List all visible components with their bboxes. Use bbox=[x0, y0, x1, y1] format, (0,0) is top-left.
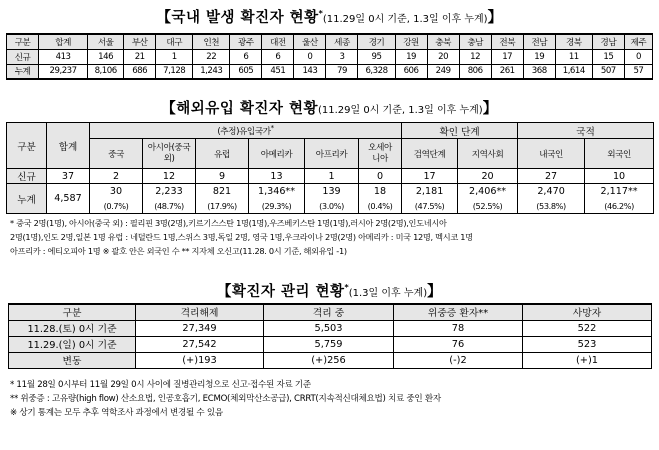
cell: 0 bbox=[359, 169, 402, 184]
header-cell: 전남 bbox=[523, 34, 555, 49]
header-cell: 경남 bbox=[592, 34, 624, 49]
percent-cell: (52.5%) bbox=[458, 199, 518, 214]
sub-header-cell: 아프리카 bbox=[305, 139, 359, 169]
sub-header-cell: 유럽 bbox=[196, 139, 249, 169]
cell: 3 bbox=[326, 49, 358, 64]
cell: (+)193 bbox=[136, 352, 264, 368]
header-total: 합계 bbox=[47, 123, 90, 169]
cell: 20 bbox=[458, 169, 518, 184]
overseas-sub-header bbox=[7, 139, 654, 169]
cell: 2 bbox=[90, 169, 143, 184]
header-confirm-group: 확인 단계 bbox=[402, 123, 518, 139]
cell: 76 bbox=[394, 336, 523, 352]
cell: (+)1 bbox=[523, 352, 652, 368]
overseas-table bbox=[6, 122, 654, 214]
header-cell: 전북 bbox=[491, 34, 523, 49]
cell: 19 bbox=[523, 49, 555, 64]
cell: 605 bbox=[230, 64, 262, 79]
cell: 1,614 bbox=[555, 64, 592, 79]
cell: 143 bbox=[294, 64, 326, 79]
cell: 30 bbox=[90, 184, 143, 199]
cell: 15 bbox=[592, 49, 624, 64]
cell: 18 bbox=[359, 184, 402, 199]
table-row bbox=[9, 352, 652, 368]
sub-header-cell: 내국인 bbox=[518, 139, 585, 169]
cell: 95 bbox=[358, 49, 395, 64]
cell: 12 bbox=[143, 169, 196, 184]
header-cell: 경기 bbox=[358, 34, 395, 49]
cell: 606 bbox=[395, 64, 427, 79]
domestic-title: 【국내 발생 확진자 현황*(11.29일 0시 기준, 1.3일 이후 누계)】 bbox=[156, 9, 503, 26]
cell: 1 bbox=[305, 169, 359, 184]
cell: (+)256 bbox=[264, 352, 394, 368]
cell: 2,181 bbox=[402, 184, 458, 199]
cell: 0 bbox=[624, 49, 652, 64]
header-region-group: (추정)유입국가* bbox=[90, 123, 402, 139]
sub-header-cell: 아메리카 bbox=[249, 139, 305, 169]
row-label: 변동 bbox=[9, 352, 136, 368]
table-row bbox=[7, 64, 653, 79]
cell: 17 bbox=[402, 169, 458, 184]
cell: 5,759 bbox=[264, 336, 394, 352]
cell: 79 bbox=[326, 64, 358, 79]
cell: 9 bbox=[196, 169, 249, 184]
header-cell: 울산 bbox=[294, 34, 326, 49]
percent-cell: (0.4%) bbox=[359, 199, 402, 214]
cell: 29,237 bbox=[39, 64, 88, 79]
percent-cell: (47.5%) bbox=[402, 199, 458, 214]
row-label: 신규 bbox=[7, 169, 47, 184]
table-row bbox=[7, 184, 654, 199]
overseas-group-header bbox=[7, 123, 654, 139]
cell: 21 bbox=[124, 49, 156, 64]
cell: 146 bbox=[88, 49, 124, 64]
cell: 249 bbox=[427, 64, 459, 79]
header-cell: 위중증 환자** bbox=[394, 304, 523, 320]
percent-cell: (48.7%) bbox=[143, 199, 196, 214]
row-label: 누계 bbox=[7, 64, 39, 79]
cell: 0 bbox=[294, 49, 326, 64]
domestic-header-row bbox=[7, 34, 653, 49]
cell: 413 bbox=[39, 49, 88, 64]
cell: 2,117** bbox=[585, 184, 654, 199]
cell: 17 bbox=[491, 49, 523, 64]
cell: 19 bbox=[395, 49, 427, 64]
cell: 6 bbox=[230, 49, 262, 64]
cell: 22 bbox=[193, 49, 230, 64]
table-row bbox=[9, 336, 652, 352]
percent-cell: (46.2%) bbox=[585, 199, 654, 214]
percent-cell: (17.9%) bbox=[196, 199, 249, 214]
cell: 5,503 bbox=[264, 320, 394, 336]
overseas-notes bbox=[10, 216, 473, 258]
cell: 12 bbox=[459, 49, 491, 64]
header-cell: 합계 bbox=[39, 34, 88, 49]
management-title: 【확진자 관리 현황*(1.3일 이후 누계)】 bbox=[216, 283, 443, 300]
cell: 6,328 bbox=[358, 64, 395, 79]
table-row-percent bbox=[7, 199, 654, 214]
cell: 8,106 bbox=[88, 64, 124, 79]
domestic-table bbox=[6, 33, 653, 80]
cell: 2,470 bbox=[518, 184, 585, 199]
header-cell: 제주 bbox=[624, 34, 652, 49]
sub-header-cell: 외국인 bbox=[585, 139, 654, 169]
header-category: 구분 bbox=[7, 123, 47, 169]
cell: 1,346** bbox=[249, 184, 305, 199]
header-cell: 부산 bbox=[124, 34, 156, 49]
cell: 20 bbox=[427, 49, 459, 64]
sub-header-cell: 오세아니아 bbox=[359, 139, 402, 169]
cell: 13 bbox=[249, 169, 305, 184]
percent-cell: (29.3%) bbox=[249, 199, 305, 214]
cell: 6 bbox=[262, 49, 294, 64]
note-line: 2명(1명),인도 2명,일본 1명 유럽 : 네덜란드 1명,스위스 3명,독일 2명, 영국 1명,우크라이나 2명(2명) 아메리카 : 미국 12명, 멕시코 1명 bbox=[10, 232, 473, 242]
cell: 27,542 bbox=[136, 336, 264, 352]
header-cell: 구분 bbox=[7, 34, 39, 49]
header-cell: 격리해제 bbox=[136, 304, 264, 320]
cell: 7,128 bbox=[156, 64, 193, 79]
sub-header-cell: 검역단계 bbox=[402, 139, 458, 169]
header-cell: 충북 bbox=[427, 34, 459, 49]
cell: 27,349 bbox=[136, 320, 264, 336]
cell: 10 bbox=[585, 169, 654, 184]
management-notes bbox=[10, 378, 441, 420]
overseas-title: 【해외유입 확진자 현황(11.29일 0시 기준, 1.3일 이후 누계)】 bbox=[161, 101, 498, 117]
row-label: 누계 bbox=[7, 184, 47, 214]
cell: 27 bbox=[518, 169, 585, 184]
note-line: 아프리카 : 에티오피아 1명 ※ 괄호 안은 외국인 수 ** 지자체 오신고(11.28. 0시 기준, 해외유입 -1) bbox=[10, 246, 347, 256]
cell: 139 bbox=[305, 184, 359, 199]
percent-cell: (53.8%) bbox=[518, 199, 585, 214]
cell: 368 bbox=[523, 64, 555, 79]
cell: 11 bbox=[555, 49, 592, 64]
row-label: 11.28.(토) 0시 기준 bbox=[9, 320, 136, 336]
cell: 2,233 bbox=[143, 184, 196, 199]
header-cell: 충남 bbox=[459, 34, 491, 49]
header-cell: 구분 bbox=[9, 304, 136, 320]
table-row bbox=[7, 169, 654, 184]
note-line: ※ 상기 통계는 모두 추후 역학조사 과정에서 변경될 수 있음 bbox=[10, 408, 223, 418]
header-cell: 대전 bbox=[262, 34, 294, 49]
header-cell: 인천 bbox=[193, 34, 230, 49]
cell: 507 bbox=[592, 64, 624, 79]
header-cell: 서울 bbox=[88, 34, 124, 49]
header-cell: 광주 bbox=[230, 34, 262, 49]
sub-header-cell: 중국 bbox=[90, 139, 143, 169]
cell: 78 bbox=[394, 320, 523, 336]
note-line: * 중국 2명(1명), 아시아(중국 외) : 필리핀 3명(2명),키르기스스탄 1명(1명),우즈베키스탄 1명(1명),러시아 2명(2명),인도네시아 bbox=[10, 218, 447, 228]
cell: 261 bbox=[491, 64, 523, 79]
cell: 37 bbox=[47, 169, 90, 184]
cell: 451 bbox=[262, 64, 294, 79]
header-cell: 사망자 bbox=[523, 304, 652, 320]
sub-header-cell: 아시아(중국 외) bbox=[143, 139, 196, 169]
header-cell: 강원 bbox=[395, 34, 427, 49]
header-cell: 세종 bbox=[326, 34, 358, 49]
row-label: 11.29.(일) 0시 기준 bbox=[9, 336, 136, 352]
percent-cell: (0.7%) bbox=[90, 199, 143, 214]
cell: 523 bbox=[523, 336, 652, 352]
sub-header-cell: 지역사회 bbox=[458, 139, 518, 169]
table-row bbox=[7, 49, 653, 64]
cell: 2,406** bbox=[458, 184, 518, 199]
cell: 4,587 bbox=[47, 184, 90, 214]
header-cell: 대구 bbox=[156, 34, 193, 49]
table-row bbox=[9, 320, 652, 336]
header-cell: 경북 bbox=[555, 34, 592, 49]
cell: 806 bbox=[459, 64, 491, 79]
cell: 1,243 bbox=[193, 64, 230, 79]
note-line: * 11월 28일 0시부터 11월 29일 0시 사이에 질병관리청으로 신고·접수된 자료 기준 bbox=[10, 380, 311, 390]
cell: 686 bbox=[124, 64, 156, 79]
header-cell: 격리 중 bbox=[264, 304, 394, 320]
cell: 821 bbox=[196, 184, 249, 199]
header-nation-group: 국적 bbox=[518, 123, 654, 139]
cell: 1 bbox=[156, 49, 193, 64]
management-table bbox=[8, 303, 652, 369]
percent-cell: (3.0%) bbox=[305, 199, 359, 214]
row-label: 신규 bbox=[7, 49, 39, 64]
management-header-row bbox=[9, 304, 652, 320]
cell: 57 bbox=[624, 64, 652, 79]
cell: (-)2 bbox=[394, 352, 523, 368]
note-line: ** 위중증 : 고유량(high flow) 산소요법, 인공호흡기, ECMO(체외막산소공급), CRRT(지속적신대체요법) 치료 중인 환자 bbox=[10, 394, 441, 404]
cell: 522 bbox=[523, 320, 652, 336]
